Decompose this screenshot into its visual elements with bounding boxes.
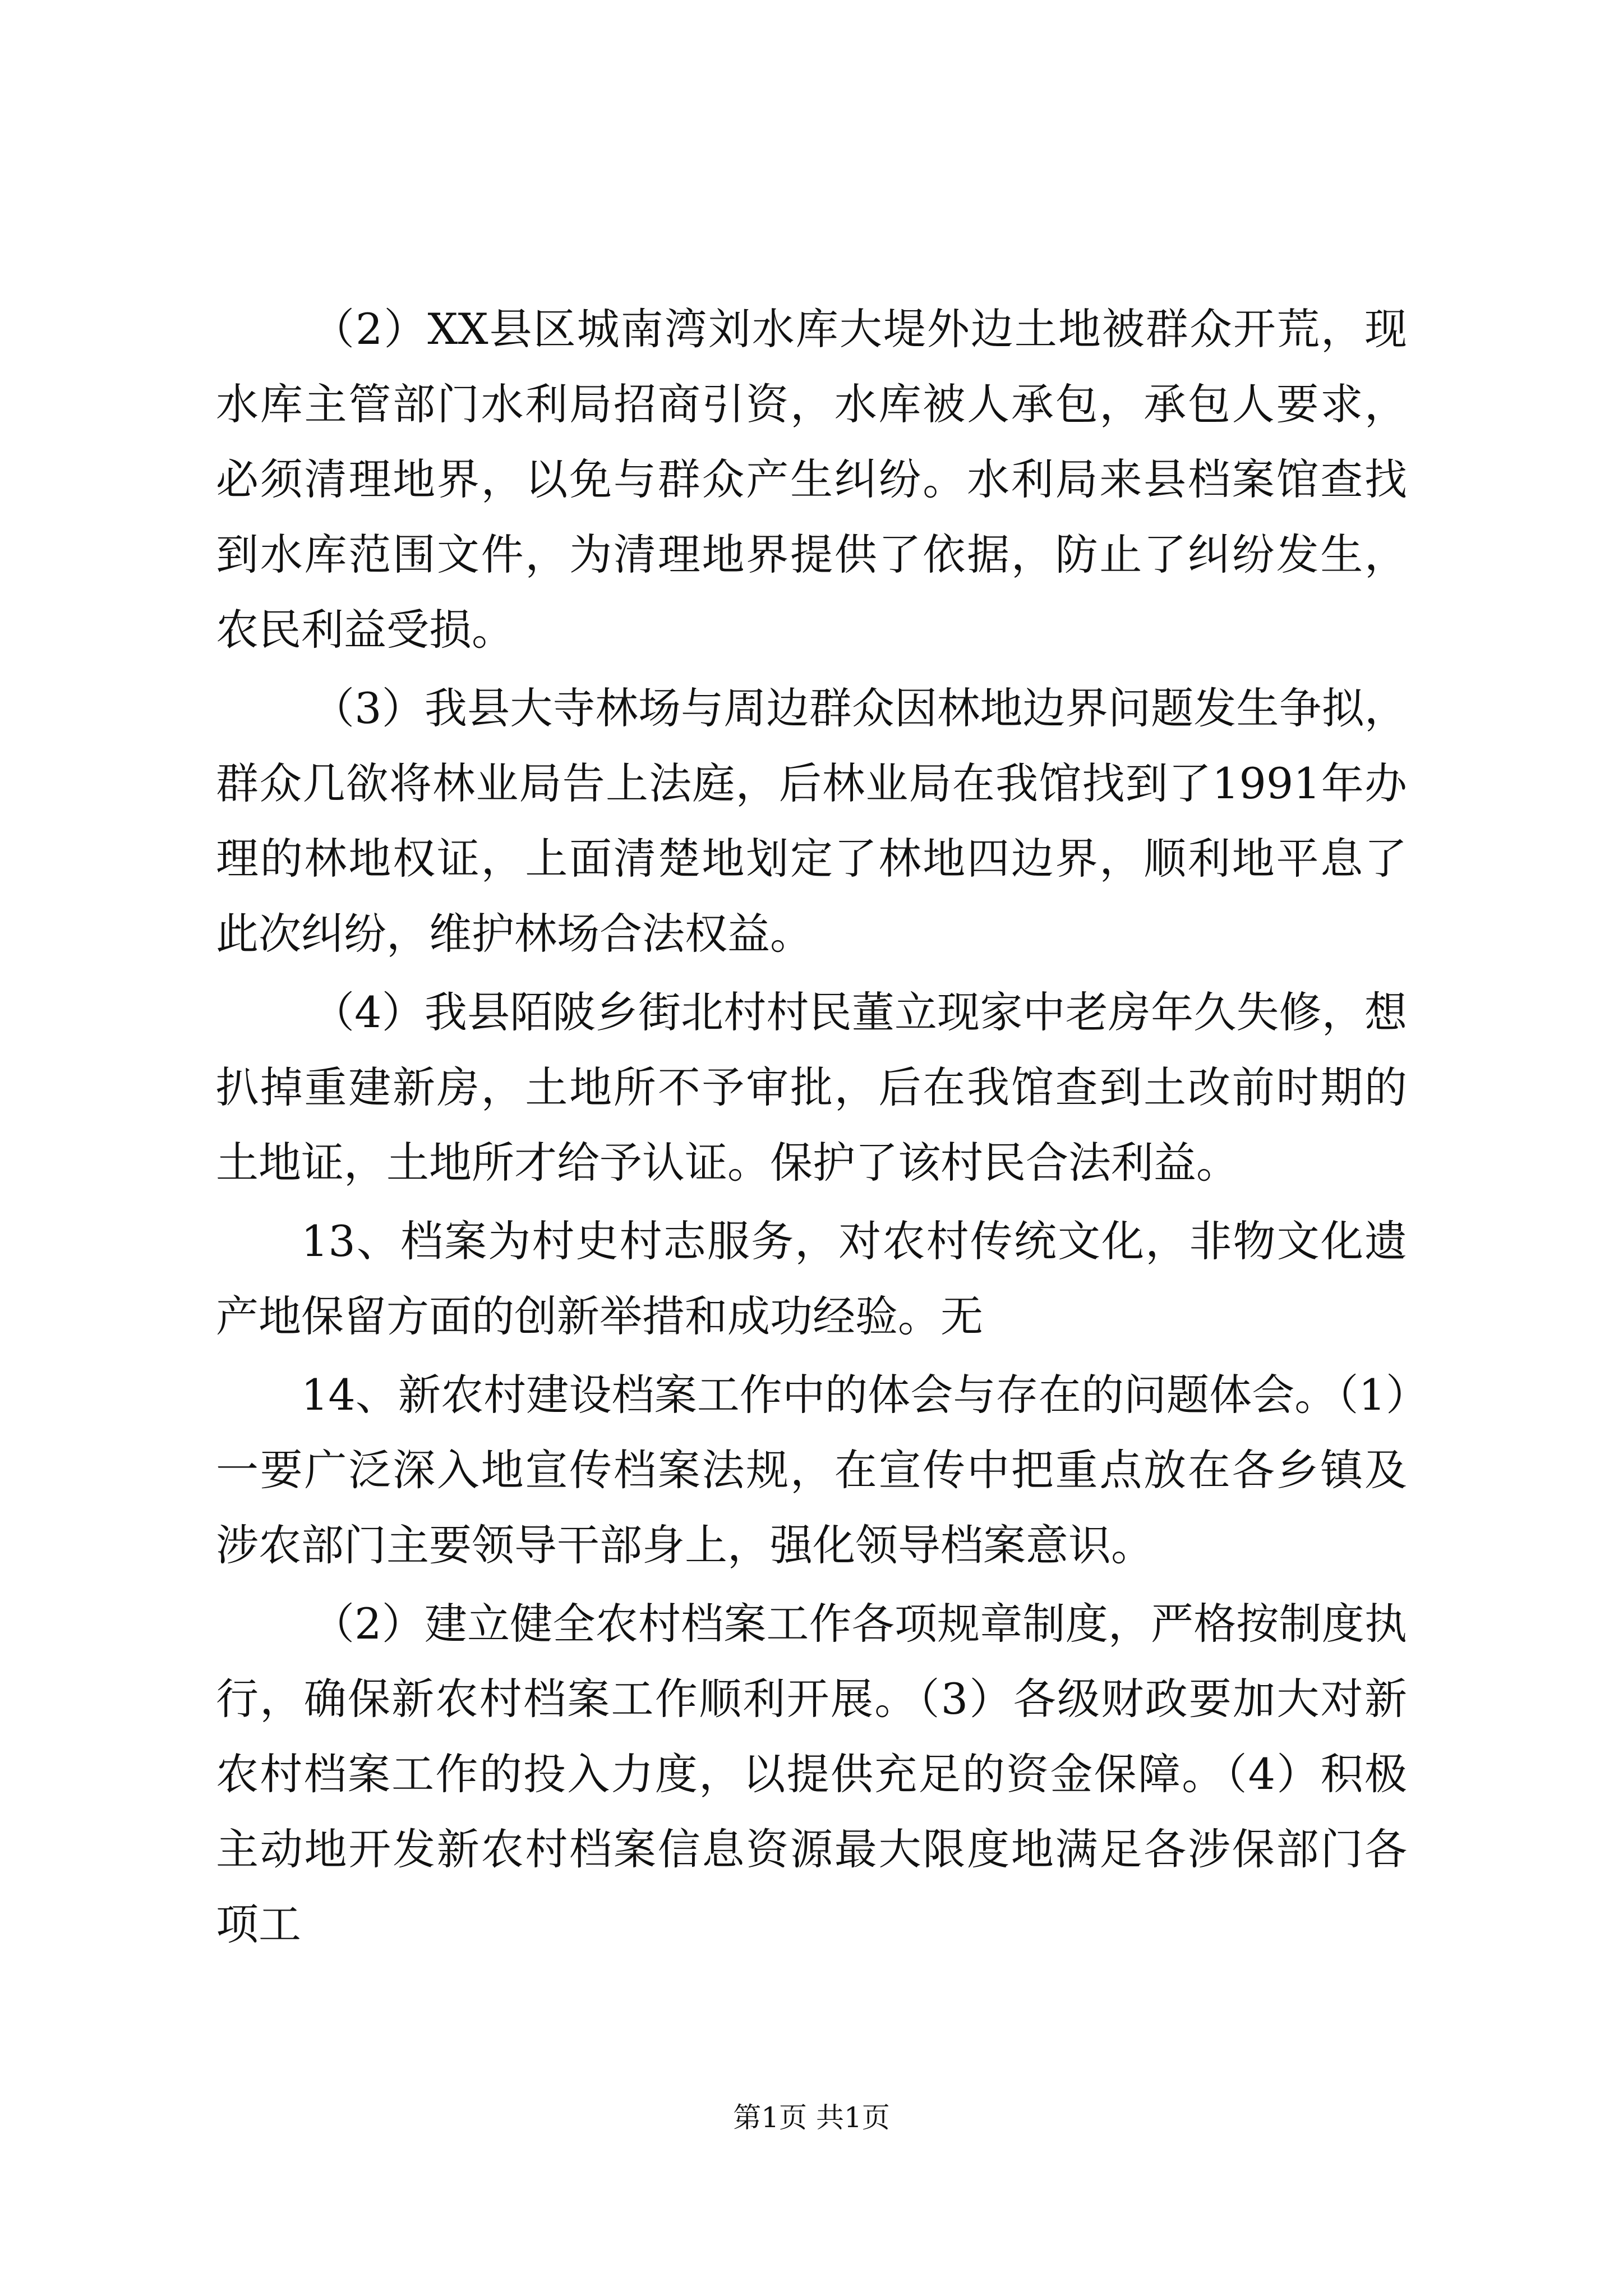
document-body (216, 292, 1407, 1966)
paragraph-item-3: （3）我县大寺林场与周边群众因林地边界问题发生争拟，群众几欲将林业局告上法庭，后林业局在我馆找到了1991年办理的林地权证，上面清楚地划定了林地四边界，顺利地平息了此次纠纷，维护林场合法权益。 (216, 683, 1407, 959)
page-footer: 第1页 共1页 (733, 2101, 890, 2134)
paragraph-14: 14、新农村建设档案工作中的体会与存在的问题体会。（1）一要广泛深入地宣传档案法规，在宣传中把重点放在各乡镇及涉农部门主要领导干部身上，强化领导档案意识。 (216, 1370, 1407, 1570)
paragraph-item-2: （2）XX县区城南湾刘水库大堤外边土地被群众开荒，现水库主管部门水利局招商引资，水库被人承包，承包人要求，必须清理地界，以免与群众产生纠纷。水利局来县档案馆查找到水库范围文件，为清理地界提供了依据，防止了纠纷发生，农民利益受损。 (216, 304, 1407, 655)
paragraph-item-4: （4）我县陌陂乡街北村村民董立现家中老房年久失修，想扒掉重建新房，土地所不予审批，后在我馆查到土改前时期的土地证，土地所才给予认证。保护了该村民合法利益。 (216, 987, 1407, 1188)
paragraph-14-continued: （2）建立健全农村档案工作各项规章制度，严格按制度执行，确保新农村档案工作顺利开展。（3）各级财政要加大对新农村档案工作的投入力度，以提供充足的资金保障。（4）积极主动地开发新农村档案信息资源最大限度地满足各涉保部门各项工 (216, 1599, 1407, 1949)
paragraph-13: 13、档案为村史村志服务，对农村传统文化，非物文化遗产地保留方面的创新举措和成功经验。无 (216, 1216, 1407, 1341)
